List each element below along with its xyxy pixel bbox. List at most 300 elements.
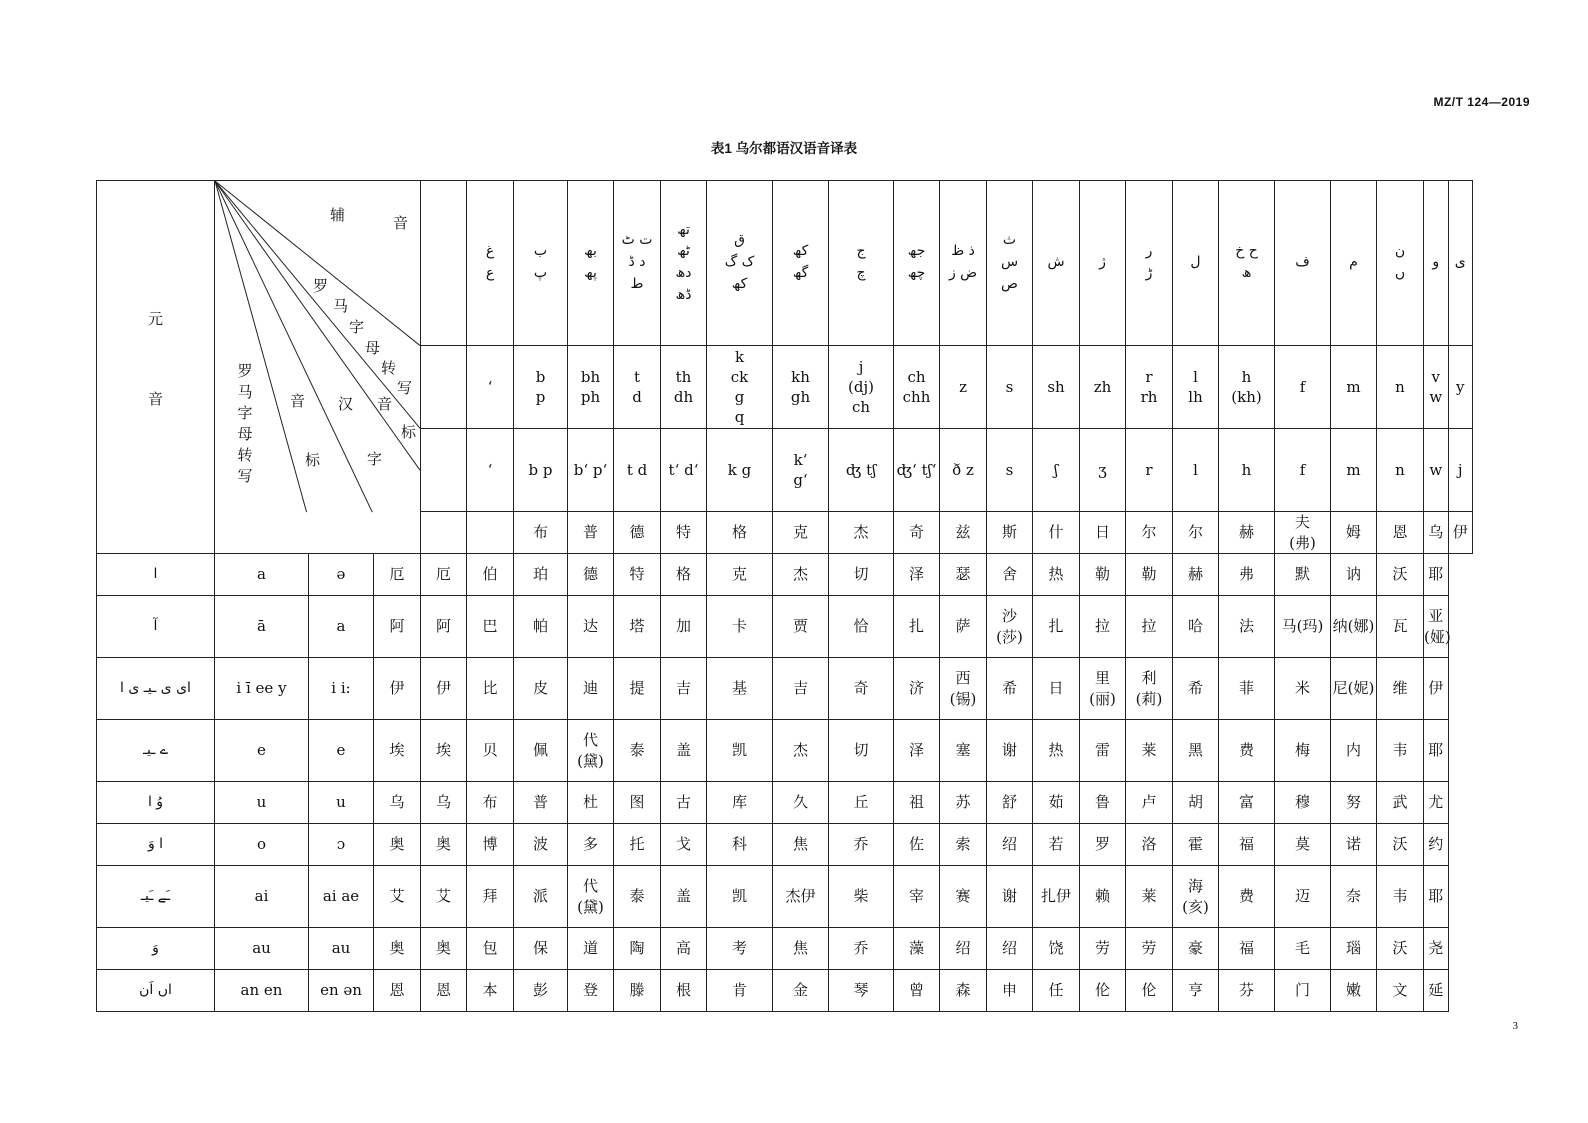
consonant-roman-cell xyxy=(1424,346,1448,429)
vowel-row xyxy=(97,596,1473,658)
syllable-cell xyxy=(1377,824,1424,866)
syllable-cell xyxy=(894,866,940,928)
consonant-roman-cell xyxy=(987,346,1033,429)
syllable-cell xyxy=(1424,970,1448,1012)
consonant-urdu-cell xyxy=(514,181,568,346)
syllable-cell xyxy=(707,720,773,782)
consonant-urdu-cell-line: ڑ xyxy=(1145,265,1153,281)
syllable-cell xyxy=(1377,720,1424,782)
consonant-hanzi-cell-line: 日 xyxy=(1095,523,1111,542)
syllable-cell xyxy=(661,782,707,824)
syllable-cell-line: 米 xyxy=(1295,679,1311,698)
vowel-urdu-cell xyxy=(97,782,215,824)
syllable-cell-line: 梅 xyxy=(1295,741,1311,760)
consonant-urdu-cell-line: ش xyxy=(1047,254,1065,271)
consonant-hanzi-cell xyxy=(1173,512,1219,554)
syllable-cell xyxy=(1173,866,1219,928)
syllable-cell xyxy=(829,970,894,1012)
consonant-ipa-cell xyxy=(1033,429,1080,512)
page-number: 3 xyxy=(1512,1020,1518,1032)
syllable-cell xyxy=(467,554,514,596)
corner-roman-char-3: 字 xyxy=(349,318,365,336)
syllable-cell xyxy=(940,824,987,866)
syllable-cell xyxy=(1033,866,1080,928)
consonant-roman-cell-line: z xyxy=(959,377,967,396)
consonant-ipa-cell xyxy=(614,429,661,512)
vowel-ipa-cell-line: ə xyxy=(336,565,346,584)
syllable-cell xyxy=(661,554,707,596)
consonant-urdu-cell xyxy=(773,181,829,346)
syllable-cell xyxy=(707,866,773,928)
syllable-cell-line: 纳(娜) xyxy=(1332,617,1375,636)
syllable-cell-line: 琴 xyxy=(853,981,869,1000)
syllable-cell xyxy=(987,720,1033,782)
syllable-cell-line: 任 xyxy=(1048,981,1064,1000)
syllable-cell-line: 布 xyxy=(482,793,498,812)
syllable-cell-line: 登 xyxy=(583,981,599,1000)
syllable-cell-line: 劳 xyxy=(1095,939,1111,958)
syllable-cell xyxy=(514,554,568,596)
syllable-cell-line: 拉 xyxy=(1141,617,1157,636)
consonant-urdu-cell-line: دھ xyxy=(675,265,692,281)
consonant-hanzi-cell-line: 布 xyxy=(533,523,549,542)
consonant-roman-cell xyxy=(894,346,940,429)
syllable-cell-line: 福 xyxy=(1239,939,1255,958)
syllable-cell xyxy=(467,720,514,782)
syllable-cell xyxy=(1275,928,1331,970)
consonant-roman-cell-line: dh xyxy=(673,388,694,406)
syllable-cell-line: 塔 xyxy=(629,617,645,636)
syllable-cell-line: 劳 xyxy=(1141,939,1157,958)
vowel-roman-cell xyxy=(215,970,309,1012)
syllable-cell xyxy=(1126,970,1173,1012)
consonant-roman-cell xyxy=(829,346,894,429)
vowel-ipa-cell-line: i i: xyxy=(331,679,351,698)
consonant-ipa-cell xyxy=(1424,429,1448,512)
consonant-ipa-cell-line: ʤ tʃ xyxy=(845,460,877,479)
consonant-ipa-cell xyxy=(1219,429,1275,512)
syllable-cell xyxy=(568,928,614,970)
consonant-ipa-cell-line: k g xyxy=(727,460,752,479)
syllable-cell xyxy=(707,596,773,658)
syllable-cell-line: 福 xyxy=(1239,835,1255,854)
syllable-cell-line: 莫 xyxy=(1295,835,1311,854)
consonant-urdu-cell xyxy=(1424,181,1448,346)
consonant-ipa-cell-line: w xyxy=(1429,460,1443,479)
syllable-cell xyxy=(421,824,467,866)
syllable-cell-line: (莎) xyxy=(996,627,1023,646)
syllable-cell xyxy=(773,658,829,720)
consonant-urdu-cell-line: ذ ظ xyxy=(951,243,975,260)
syllable-cell xyxy=(940,658,987,720)
syllable-cell-line: 瓦 xyxy=(1392,617,1408,636)
syllable-cell-line: 伊 xyxy=(436,679,452,698)
syllable-cell-line: 绍 xyxy=(955,939,971,958)
syllable-cell xyxy=(1219,866,1275,928)
vowel-roman-cell-line: au xyxy=(252,939,271,958)
syllable-cell xyxy=(1126,824,1173,866)
syllable-cell-line: 尼(妮) xyxy=(1332,679,1375,698)
consonant-ipa-cell xyxy=(467,429,514,512)
syllable-cell-line: 代 xyxy=(583,877,599,896)
bare-vowel-header-cell xyxy=(421,512,467,554)
consonant-urdu-cell-line: ڈھ xyxy=(675,286,692,303)
syllable-cell-line: 济 xyxy=(909,679,925,698)
consonant-urdu-cell xyxy=(1448,181,1473,346)
consonant-urdu-cell-line: ٹھ xyxy=(677,243,690,260)
consonant-hanzi-cell xyxy=(707,512,773,554)
syllable-cell xyxy=(829,928,894,970)
consonant-urdu-cell-line: ک گ xyxy=(724,254,755,271)
syllable-cell xyxy=(773,596,829,658)
syllable-cell-line: 科 xyxy=(732,835,748,854)
consonant-hanzi-cell-line: 斯 xyxy=(1002,523,1018,542)
vowel-row xyxy=(97,658,1473,720)
syllable-cell xyxy=(773,824,829,866)
syllable-cell xyxy=(1377,970,1424,1012)
syllable-cell-line: 韦 xyxy=(1392,741,1408,760)
syllable-cell xyxy=(829,824,894,866)
consonant-hanzi-cell xyxy=(614,512,661,554)
syllable-cell xyxy=(1275,554,1331,596)
syllable-cell-line: 伦 xyxy=(1095,981,1111,1000)
syllable-cell-line: 西 xyxy=(955,669,971,688)
syllable-cell-line: 盖 xyxy=(676,741,692,760)
consonant-hanzi-cell-line: 尔 xyxy=(1141,523,1157,542)
syllable-cell xyxy=(568,658,614,720)
consonant-roman-cell xyxy=(1275,346,1331,429)
bare-vowel-header-cell xyxy=(421,181,467,346)
syllable-cell xyxy=(1331,928,1377,970)
consonant-roman-cell-line: ck xyxy=(730,367,749,386)
bare-vowel-header-cell xyxy=(421,346,467,429)
syllable-cell xyxy=(568,824,614,866)
consonant-ipa-cell xyxy=(773,429,829,512)
syllable-cell-line: 瑟 xyxy=(955,565,971,584)
consonant-hanzi-cell xyxy=(829,512,894,554)
syllable-cell-line: 派 xyxy=(533,887,549,906)
syllable-cell xyxy=(421,866,467,928)
syllable-cell xyxy=(514,720,568,782)
consonant-urdu-cell xyxy=(1080,181,1126,346)
vowel-hanzi-cell-line: 艾 xyxy=(389,887,405,906)
consonant-urdu-cell xyxy=(987,181,1033,346)
consonant-ipa-cell-line: f xyxy=(1299,460,1306,479)
syllable-cell xyxy=(1126,782,1173,824)
syllable-cell-line: 诺 xyxy=(1346,835,1362,854)
syllable-cell-line: 迪 xyxy=(583,679,599,698)
consonant-roman-cell-line: ph xyxy=(580,388,601,406)
syllable-cell xyxy=(1377,928,1424,970)
consonant-urdu-cell-line: ص xyxy=(1001,275,1018,292)
syllable-cell xyxy=(1126,596,1173,658)
vowel-hanzi-cell xyxy=(374,596,421,658)
syllable-cell-line: 伯 xyxy=(482,565,498,584)
syllable-cell xyxy=(514,596,568,658)
consonant-urdu-cell-line: پھ xyxy=(584,265,597,281)
consonant-ipa-cell xyxy=(1080,429,1126,512)
syllable-cell-line: 胡 xyxy=(1188,793,1204,812)
syllable-cell xyxy=(940,970,987,1012)
consonant-urdu-cell xyxy=(829,181,894,346)
syllable-cell-line: (莉) xyxy=(1135,689,1163,708)
consonant-urdu-cell-line: ل xyxy=(1190,254,1201,271)
vowel-roman-cell-line: an en xyxy=(240,981,283,1000)
syllable-cell xyxy=(1331,720,1377,782)
consonant-roman-cell xyxy=(568,346,614,429)
consonant-roman-cell xyxy=(1033,346,1080,429)
consonant-hanzi-cell xyxy=(894,512,940,554)
syllable-cell xyxy=(1331,658,1377,720)
vowel-roman-cell-line: i ī ee y xyxy=(236,679,287,698)
consonant-roman-cell-line: q xyxy=(734,408,745,427)
syllable-cell-line: 莱 xyxy=(1141,741,1157,760)
vowel-urdu-cell xyxy=(97,970,215,1012)
consonant-urdu-cell xyxy=(1331,181,1377,346)
syllable-cell-line: 皮 xyxy=(533,679,549,698)
syllable-cell xyxy=(1126,928,1173,970)
consonant-urdu-cell-line: ج xyxy=(856,243,866,260)
syllable-cell xyxy=(987,970,1033,1012)
syllable-cell xyxy=(514,658,568,720)
syllable-cell-line: 本 xyxy=(482,981,498,1000)
syllable-cell-line: 洛 xyxy=(1141,835,1157,854)
syllable-cell-line: 泰 xyxy=(629,741,645,760)
syllable-cell xyxy=(1219,824,1275,866)
consonant-roman-cell-line: chh xyxy=(902,388,931,406)
syllable-cell xyxy=(707,970,773,1012)
consonant-hanzi-cell xyxy=(467,512,514,554)
syllable-cell xyxy=(1424,782,1448,824)
syllable-cell-line: 瑙 xyxy=(1346,939,1362,958)
consonant-hanzi-cell-line: 伊 xyxy=(1452,523,1468,542)
consonant-ipa-cell-line: b p xyxy=(528,460,553,479)
syllable-cell-line: 乔 xyxy=(853,835,869,854)
syllable-cell-line: 普 xyxy=(533,793,549,812)
syllable-cell-line: 凯 xyxy=(732,887,748,906)
syllable-cell xyxy=(1173,824,1219,866)
consonant-roman-cell-line: v xyxy=(1431,367,1440,386)
syllable-cell xyxy=(1377,596,1424,658)
syllable-cell xyxy=(894,658,940,720)
consonant-urdu-cell xyxy=(1377,181,1424,346)
vowel-roman-cell xyxy=(215,554,309,596)
consonant-urdu-cell-line: ق xyxy=(734,232,745,249)
consonant-roman-cell-line: n xyxy=(1395,377,1405,396)
consonant-roman-cell xyxy=(1080,346,1126,429)
syllable-cell xyxy=(1424,824,1448,866)
syllable-cell-line: 加 xyxy=(676,617,692,636)
syllable-cell xyxy=(1424,596,1451,658)
syllable-cell-line: 费 xyxy=(1239,887,1255,906)
syllable-cell-line: 多 xyxy=(583,835,599,854)
consonant-hanzi-cell-line: 赫 xyxy=(1239,523,1255,542)
syllable-cell-line: 弗 xyxy=(1239,565,1255,584)
syllable-cell xyxy=(1033,970,1080,1012)
syllable-cell-line: 奈 xyxy=(1346,887,1362,906)
syllable-cell-line: 奥 xyxy=(436,835,452,854)
consonant-ipa-cell xyxy=(1275,429,1331,512)
syllable-cell xyxy=(1126,554,1173,596)
consonant-urdu-cell xyxy=(614,181,661,346)
syllable-cell-line: 图 xyxy=(629,793,645,812)
syllable-cell-line: 贾 xyxy=(793,617,809,636)
syllable-cell-line: 曾 xyxy=(909,981,925,1000)
vowel-ipa-cell xyxy=(309,970,374,1012)
syllable-cell-line: 豪 xyxy=(1188,939,1204,958)
syllable-cell-line: 盖 xyxy=(676,887,692,906)
syllable-cell xyxy=(773,866,829,928)
syllable-cell-line: 勒 xyxy=(1095,565,1111,584)
consonant-hanzi-cell-line: 恩 xyxy=(1392,523,1408,542)
syllable-cell-line: 尧 xyxy=(1428,939,1444,958)
vowel-hanzi-cell-line: 恩 xyxy=(389,981,405,1000)
syllable-cell xyxy=(1275,970,1331,1012)
consonant-hanzi-cell xyxy=(568,512,614,554)
vowel-roman-cell xyxy=(215,866,309,928)
syllable-cell-line: 谢 xyxy=(1002,887,1018,906)
syllable-cell xyxy=(1219,928,1275,970)
syllable-cell-line: 赫 xyxy=(1188,565,1204,584)
consonant-urdu-cell xyxy=(568,181,614,346)
consonant-urdu-cell-line: ت ٹ xyxy=(621,232,653,249)
consonant-urdu-cell-line: غ xyxy=(485,243,495,260)
syllable-cell xyxy=(987,928,1033,970)
syllable-cell xyxy=(1275,866,1331,928)
vowel-roman-cell-line: ā xyxy=(257,617,266,636)
syllable-cell xyxy=(514,824,568,866)
syllable-cell xyxy=(1033,720,1080,782)
syllable-cell-line: 珀 xyxy=(533,565,549,584)
consonant-urdu-cell-line: چھ xyxy=(907,265,926,281)
consonant-hanzi-cell xyxy=(773,512,829,554)
consonant-urdu-cell-line: کھ xyxy=(731,275,748,292)
syllable-cell xyxy=(1080,596,1126,658)
syllable-cell xyxy=(1219,658,1275,720)
syllable-cell-line: 吉 xyxy=(676,679,692,698)
syllable-cell-line: 穆 xyxy=(1295,793,1311,812)
consonant-hanzi-cell-line: 德 xyxy=(629,523,645,542)
consonant-hanzi-cell xyxy=(1126,512,1173,554)
consonant-hanzi-cell-line: 兹 xyxy=(955,523,971,542)
diagonal-corner-header xyxy=(215,181,421,554)
vowel-roman-cell xyxy=(215,658,309,720)
consonant-roman-cell xyxy=(661,346,707,429)
consonant-ipa-cell-line: ʤʻ tʃʻ xyxy=(896,460,937,479)
consonant-roman-cell-line: b xyxy=(535,367,546,386)
syllable-cell-line: 尤 xyxy=(1428,793,1444,812)
syllable-cell-line: 努 xyxy=(1346,793,1362,812)
consonant-ipa-cell-line: kʻ xyxy=(793,450,808,469)
syllable-cell-line: 包 xyxy=(482,939,498,958)
syllable-cell-line: 久 xyxy=(793,793,809,812)
consonant-roman-cell-line: sh xyxy=(1047,377,1065,396)
vowel-hanzi-cell xyxy=(374,970,421,1012)
consonant-roman-cell-line: th xyxy=(675,367,692,386)
syllable-cell xyxy=(1331,866,1377,928)
syllable-cell xyxy=(1424,928,1448,970)
consonant-urdu-cell-line: پ xyxy=(533,265,548,281)
syllable-cell xyxy=(1126,720,1173,782)
syllable-cell-line: 谢 xyxy=(1002,741,1018,760)
syllable-cell-line: 亨 xyxy=(1188,981,1204,1000)
syllable-cell-line: 扎 xyxy=(1048,617,1064,636)
syllable-cell-line: 埃 xyxy=(436,741,452,760)
consonant-roman-cell-line: bh xyxy=(580,367,601,386)
vowel-hanzi-cell-line: 厄 xyxy=(389,565,405,584)
syllable-cell-line: 霍 xyxy=(1188,835,1204,854)
syllable-cell xyxy=(894,596,940,658)
consonant-urdu-cell xyxy=(467,181,514,346)
syllable-cell xyxy=(1080,554,1126,596)
consonant-urdu-cell-line: تھ xyxy=(677,221,690,238)
syllable-cell xyxy=(1173,782,1219,824)
consonant-ipa-cell-line: ʃ xyxy=(1053,460,1059,479)
syllable-cell xyxy=(940,928,987,970)
syllable-cell xyxy=(1275,824,1331,866)
syllable-cell-line: 塞 xyxy=(955,741,971,760)
vowel-roman-cell-line: ai xyxy=(254,887,269,906)
syllable-cell xyxy=(1377,866,1424,928)
syllable-cell-line: 杰 xyxy=(793,741,809,760)
consonant-ipa-cell-line: tʻ dʻ xyxy=(668,460,699,479)
consonant-roman-cell-line: (dj) xyxy=(848,377,874,396)
syllable-cell xyxy=(987,782,1033,824)
vowel-hanzi-cell-line: 奥 xyxy=(389,835,405,854)
vowel-urdu-cell xyxy=(97,824,215,866)
consonant-hanzi-cell-line: 特 xyxy=(676,523,692,542)
consonant-roman-cell-line: t xyxy=(634,367,641,386)
syllable-cell xyxy=(421,720,467,782)
vowel-ipa-cell-line: a xyxy=(336,617,346,636)
syllable-cell xyxy=(568,970,614,1012)
syllable-cell-line: 申 xyxy=(1002,981,1018,1000)
consonant-hanzi-cell xyxy=(1275,512,1331,554)
corner-consonant-char-1: 辅 xyxy=(330,206,346,224)
syllable-cell xyxy=(1377,554,1424,596)
vowel-ipa-cell xyxy=(309,720,374,782)
syllable-cell xyxy=(707,824,773,866)
vowel-ipa-cell-line: ai ae xyxy=(322,887,360,906)
syllable-cell xyxy=(1275,658,1331,720)
syllable-cell-line: 保 xyxy=(533,939,549,958)
corner-phonetic-char-1: 音 xyxy=(290,392,306,410)
consonant-hanzi-cell xyxy=(661,512,707,554)
consonant-urdu-cell-line: م xyxy=(1349,254,1358,271)
syllable-cell-line: 森 xyxy=(955,981,971,1000)
syllable-cell xyxy=(894,824,940,866)
consonant-roman-cell-line: zh xyxy=(1093,377,1112,396)
syllable-cell-line: 切 xyxy=(853,565,869,584)
vowel-row xyxy=(97,824,1473,866)
syllable-cell xyxy=(467,658,514,720)
syllable-cell-line: 戈 xyxy=(676,835,692,854)
syllable-cell xyxy=(1331,824,1377,866)
consonant-urdu-cell-line: چ xyxy=(856,265,866,281)
consonant-roman-cell-line: (kh) xyxy=(1231,388,1262,406)
syllable-cell xyxy=(467,824,514,866)
vowel-ipa-cell-line: ɔ xyxy=(336,835,346,854)
syllable-cell-line: 日 xyxy=(1048,679,1064,698)
syllable-cell-line: 伊 xyxy=(1428,679,1444,698)
consonant-ipa-cell xyxy=(1173,429,1219,512)
consonant-roman-cell xyxy=(773,346,829,429)
consonant-hanzi-cell-line: 格 xyxy=(732,523,748,542)
syllable-cell-line: 希 xyxy=(1002,679,1018,698)
consonant-urdu-cell-line: گھ xyxy=(792,265,809,281)
syllable-cell xyxy=(829,596,894,658)
consonant-hanzi-cell xyxy=(514,512,568,554)
